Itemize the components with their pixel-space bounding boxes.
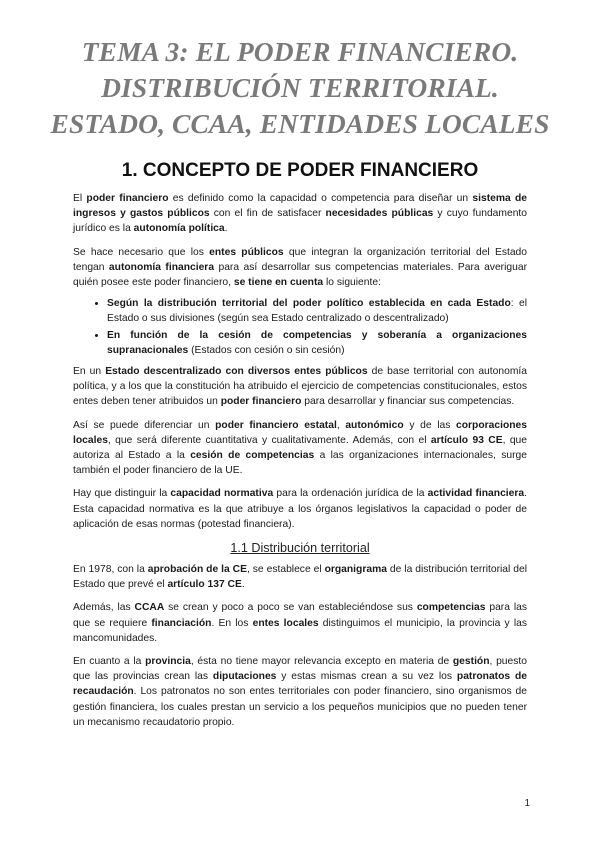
paragraph: En 1978, con la aprobación de la CE, se establece el organigrama de la distribución territorial del Estado que prevé el artículo 137 CE.: [73, 564, 527, 591]
section-heading: 1. CONCEPTO DE PODER FINANCIERO: [121, 160, 479, 181]
paragraph: En un Estado descentralizado con diversos entes públicos de base territorial con autonomía política, y a los que la constitución ha atribuido el ejercicio de competencias constitucionales, estos entes deben tener atribuidos un poder financiero para desarrollar y financiar sus competencias.: [73, 366, 527, 408]
title-line: ESTADO, CCAA, ENTIDADES LOCALES: [50, 108, 550, 139]
title-line: DISTRIBUCIÓN TERRITORIAL.: [101, 72, 499, 103]
document-body: [73, 191, 527, 738]
paragraph: Además, las CCAA se crean y poco a poco se van estableciéndose sus competencias para las que se requiere financiación. En los entes locales distinguimos el municipio, la provincia y las mancomunidades.: [73, 602, 527, 644]
subsection-heading: 1.1 Distribución territorial: [230, 541, 370, 556]
paragraph: Se hace necesario que los entes públicos que integran la organización territorial del Estado tengan autonomía financiera para así desarrollar sus competencias materiales. Para averiguar quién posee este poder financiero, se tiene en cuenta lo siguiente:: [73, 246, 528, 289]
document-title: [40, 34, 560, 142]
page-number: 1: [524, 798, 530, 809]
bullet-list: [73, 296, 527, 358]
list-item: • En función de la cesión de competencias y soberanía a organizaciones supranacionales (Estados con cesión o sin cesión): [107, 328, 527, 358]
title-line: TEMA 3: EL PODER FINANCIERO.: [81, 36, 519, 67]
paragraph: En cuanto a la provincia, ésta no tiene mayor relevancia excepto en materia de gestión, puesto que las provincias crean las diputaciones y estas mismas crean a su vez los patronatos de recaudación. Los patronatos no son entes territoriales con poder financiero, sino organismos de gestión financiera, los cuales prestan un servicio a los pequeños municipios que no pueden tener un mecanismo recaudatorio propio.: [73, 656, 527, 728]
paragraph: El poder financiero es definido como la capacidad o competencia para diseñar un sistema de ingresos y gastos públicos con el fin de satisfacer necesidades públicas y cuyo fundamento jurídico es la autonomía política.: [73, 193, 528, 235]
paragraph: Así se puede diferenciar un poder financiero estatal, autonómico y de las corporaciones locales, que será diferente cuantitativa y cualitativamente. Además, con el artículo 93 CE, que autoriza al Estado a la cesión de competencias a las organizaciones internacionales, surge también el poder financiero de la UE.: [73, 419, 528, 477]
paragraph: Hay que distinguir la capacidad normativa para la ordenación jurídica de la actividad financiera. Esta capacidad normativa es la que atribuye a los órganos legislativos la capacidad o poder de aplicación de esas normas (potestad financiera).: [73, 488, 527, 530]
list-item: • Según la distribución territorial del poder político establecida en cada Estado: el Estado o sus divisiones (según sea Estado centralizado o descentralizado): [107, 296, 527, 326]
